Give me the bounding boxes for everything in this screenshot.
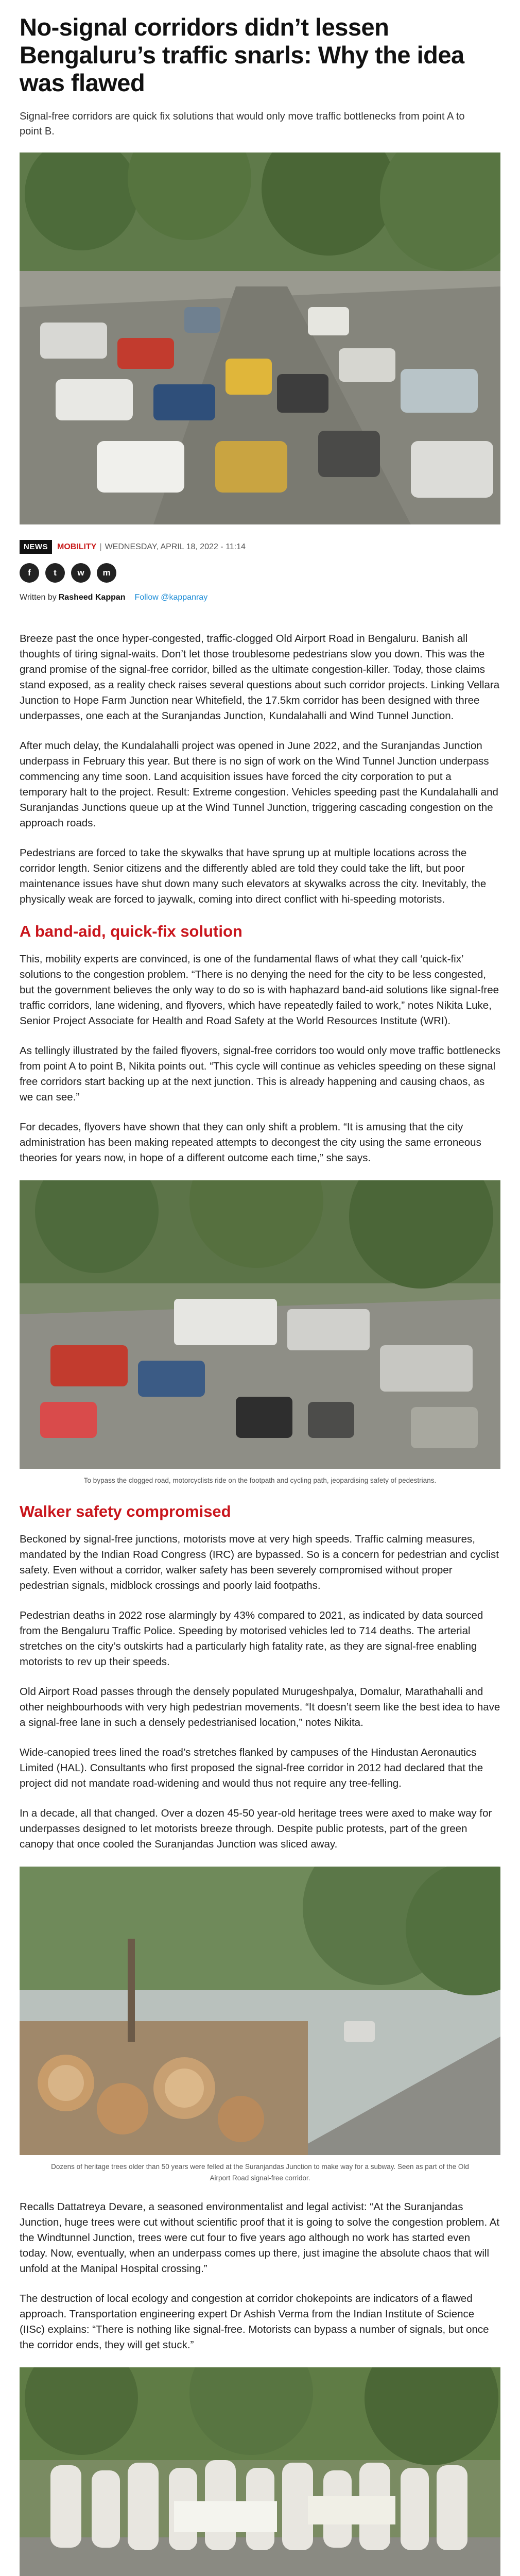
photo-public-protest (20, 2367, 500, 2576)
whatsapp-icon[interactable]: w (71, 563, 91, 583)
byline (20, 593, 500, 602)
email-icon[interactable]: m (97, 563, 116, 583)
share-bar (20, 563, 500, 583)
paragraph: As tellingly illustrated by the failed flyovers, signal-free corridors too would only move traffic bottlenecks from point A to point B, Nikita points out. “This cycle will continue as vehicles speeding on these signal free corridors start backing up at the next junction. This is already happening and causing chaos, as we can see.” (20, 1045, 500, 1103)
hero-photo-traffic-jam (20, 152, 500, 524)
byline-prefix: Written by (20, 593, 57, 602)
twitter-icon[interactable]: t (45, 563, 65, 583)
paragraph: Recalls Dattatreya Devare, a seasoned environmentalist and legal activist: “At the Suranjandas Junction, huge trees were cut without scientific proof that it is going to solve the congestion problem. At the Windtunnel Junction, trees were cut four to five years ago although no work has started even today. Now, eventually, when an underpass comes up there, just imagine the absolute chaos that will unfold at the Manipal Hospital crossing.” (20, 2201, 500, 2275)
photo-caption: Dozens of heritage trees older than 50 years were felled at the Suranjandas Junction to make way for a subway. Seen as part of the Old Airport Road signal-free corridor. (51, 2163, 469, 2182)
author-link[interactable]: Rasheed Kappan (58, 593, 126, 602)
article-body (20, 631, 500, 2576)
news-badge: NEWS (20, 540, 52, 554)
paragraph: After much delay, the Kundalahalli project was opened in June 2022, and the Suranjandas Junction underpass in February this year. But there is no sign of work on the Wind Tunnel Junction underpass commencing any time soon. Land acquisition issues have forced the city corporation to put a temporary halt to the project. Result: Extreme congestion. Vehicles speeding past the Kundalahalli and Suranjandas Junctions queue up at the Wind Tunnel Junction, triggering cascading congestion on the approach roads. (20, 740, 498, 829)
publish-date: WEDNESDAY, APRIL 18, 2022 - 11:14 (105, 542, 246, 551)
facebook-icon[interactable]: f (20, 563, 39, 583)
photo-caption: To bypass the clogged road, motorcyclists ride on the footpath and cycling path, jeopardising safety of pedestrians. (83, 1477, 437, 1484)
meta-separator: | (99, 542, 102, 551)
paragraph: Beckoned by signal-free junctions, motorists move at very high speeds. Traffic calming measures, mandated by the Indian Road Congress (IRC) are bypassed. So is a concern for pedestrian and cyclist safety. Even without a corridor, walker safety has been severely compromised without proper pedestrian signals, midblock crossings and poorly laid footpaths. (20, 1533, 499, 1591)
article-meta (20, 540, 500, 554)
paragraph: The destruction of local ecology and congestion at corridor chokepoints are indicators of a flawed approach. Transportation engineering expert Dr Ashish Verma from the Indian Institute of Science (IISc) explains: “There is nothing like signal-free. Motorists can bypass a number of signals, but once the corridor ends, they will get stuck.” (20, 2293, 489, 2351)
article-headline: No-signal corridors didn’t lessen Bengaluru’s traffic snarls: Why the idea was flawed (20, 13, 464, 96)
paragraph: Pedestrians are forced to take the skywalks that have sprung up at multiple locations across the corridor length. Senior citizens and the differently abled are told they could take the lift, but poor maintenance issues have shut down many such elevators at skywalks across the city. Inevitably, the physically weak are forced to jaywalk, coming into direct conflict with hi-speeding motorists. (20, 847, 487, 905)
paragraph: Breeze past the once hyper-congested, traffic-clogged Old Airport Road in Bengaluru. Banish all thoughts of tiring signal-waits. Don’t let those troublesome pedestrians slow you down. This was the grand promise of the signal-free corridor, billed as the ultimate congestion-killer. Today, those claims stand exposed, as a reality check raises several questions about such corridor projects. Linking Vellara Junction to Hope Farm Junction near Whitefield, the 17.5km corridor has been designed with three underpasses, one each at the Suranjandas Junction, Kundalahalli and Wind Tunnel Junction. (20, 633, 500, 722)
section-heading: A band-aid, quick-fix solution (20, 922, 242, 940)
follow-author-link[interactable]: Follow @kappanray (134, 593, 208, 602)
photo-motorcycles-footpath (20, 1180, 500, 1469)
paragraph: In a decade, all that changed. Over a dozen 45-50 year-old heritage trees were axed to make way for underpasses designed to let motorists breeze through. Despite public protests, part of the green canopy that once cooled the Suranjandas Junction was sliced away. (20, 1807, 492, 1850)
paragraph: This, mobility experts are convinced, is one of the fundamental flaws of what they call ‘quick-fix’ solutions to the congestion problem. “There is no denying the need for the city to be less congested, but the government believes the only way to do so is with haphazard band-aid solutions like signal-free traffic corridors, lane widening, and flyovers, which have repeatedly failed to work,” notes Nikita Luke, Senior Project Associate for Health and Road Safety at the World Resources Institute (WRI). (20, 953, 499, 1027)
paragraph: For decades, flyovers have shown that they can only shift a problem. “It is amusing that the city administration has been making repeated attempts to decongest the city using the same erroneous theories for years now, in hope of a different outcome each time,” she says. (20, 1121, 481, 1164)
category-link[interactable]: MOBILITY (57, 542, 97, 551)
paragraph: Old Airport Road passes through the densely populated Murugeshpalya, Domalur, Marathahalli and other neighbourhoods with very high pedestrian movements. “It doesn’t seem like the best idea to have a signal-free lane in such a densely pedestrianised location,” notes Nikita. (20, 1686, 500, 1728)
photo-felled-trees (20, 1867, 500, 2155)
paragraph: Wide-canopied trees lined the road’s stretches flanked by campuses of the Hindustan Aeronautics Limited (HAL). Consultants who first proposed the signal-free corridor in 2012 had declared that the project did not mandate road-widening and would thus not require any tree-felling. (20, 1747, 483, 1789)
article-subhead: Signal-free corridors are quick fix solutions that would only move traffic bottlenecks from point A to point B. (20, 111, 465, 137)
paragraph: Pedestrian deaths in 2022 rose alarmingly by 43% compared to 2021, as indicated by data sourced from the Bengaluru Traffic Police. Speeding by motorised vehicles led to 714 deaths. The arterial stretches on the city’s outskirts had a particularly high fatality rate, as they are signal-free enabling motorists to rev up their speeds. (20, 1609, 483, 1668)
section-heading: Walker safety compromised (20, 1502, 231, 1520)
